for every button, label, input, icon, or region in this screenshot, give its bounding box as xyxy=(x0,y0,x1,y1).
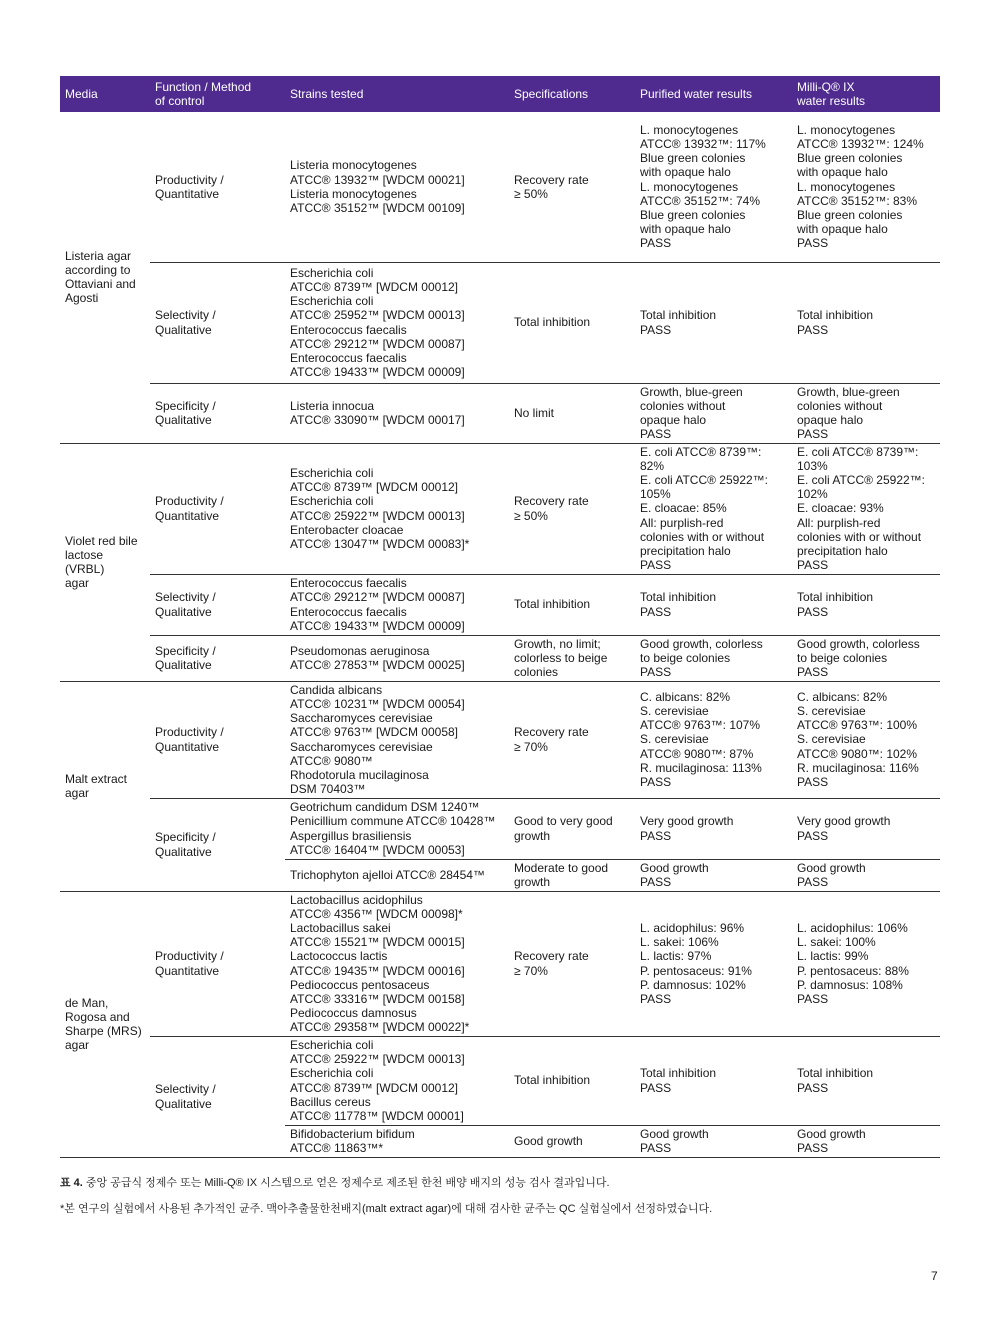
milliq-result-cell: Total inhibition PASS xyxy=(792,574,940,635)
media-cell: Violet red bile lactose (VRBL) agar xyxy=(60,443,150,681)
table-row xyxy=(60,383,940,443)
purified-result-cell: Good growth PASS xyxy=(635,1125,792,1157)
function-cell: Specificity / Qualitative xyxy=(150,798,285,891)
milliq-result-cell: Good growth PASS xyxy=(792,859,940,891)
strains-cell: Trichophyton ajelloi ATCC® 28454™ xyxy=(285,859,509,891)
table-row xyxy=(60,891,940,1036)
table-row xyxy=(60,635,940,681)
milliq-result-cell: Growth, blue-green colonies without opaque halo PASS xyxy=(792,383,940,443)
table-row xyxy=(60,681,940,798)
table-row xyxy=(60,112,940,262)
milliq-result-cell: Good growth, colorless to beige colonies PASS xyxy=(792,635,940,681)
strains-cell: Escherichia coli ATCC® 8739™ [WDCM 00012] Escherichia coli ATCC® 25922™ [WDCM 00013] Enterobacter cloacae ATCC® 13047™ [WDCM 00083]* xyxy=(285,443,509,574)
purified-result-cell: Good growth PASS xyxy=(635,859,792,891)
strains-cell: Lactobacillus acidophilus ATCC® 4356™ [WDCM 00098]* Lactobacillus sakei ATCC® 15521™ [WDCM 00015] Lactococcus lactis ATCC® 19435™ [WDCM 00016] Pediococcus pentosaceus ATCC® 33316™ [WDCM 00158] Pediococcus damnosus ATCC® 29358™ [WDCM 00022]* xyxy=(285,891,509,1036)
header-milliq-results: Milli-Q® IX water results xyxy=(792,76,940,112)
milliq-result-cell: E. coli ATCC® 8739™: 103% E. coli ATCC® 25922™: 102% E. cloacae: 93% All: purplish-red colonies with or without precipitation halo PASS xyxy=(792,443,940,574)
media-cell: Listeria agar according to Ottaviani and Agosti xyxy=(60,112,150,443)
table-row xyxy=(60,574,940,635)
function-cell: Productivity / Quantitative xyxy=(150,112,285,262)
media-cell: de Man, Rogosa and Sharpe (MRS) agar xyxy=(60,891,150,1157)
spec-cell: Total inhibition xyxy=(509,262,635,383)
table-header-row xyxy=(60,76,940,112)
function-cell: Productivity / Quantitative xyxy=(150,681,285,798)
strains-cell: Pseudomonas aeruginosa ATCC® 27853™ [WDCM 00025] xyxy=(285,635,509,681)
spec-cell: Recovery rate ≥ 50% xyxy=(509,112,635,262)
purified-result-cell: Very good growth PASS xyxy=(635,798,792,859)
milliq-result-cell: C. albicans: 82% S. cerevisiae ATCC® 9763™: 100% S. cerevisiae ATCC® 9080™: 102% R. mucilaginosa: 116% PASS xyxy=(792,681,940,798)
spec-cell: Moderate to good growth xyxy=(509,859,635,891)
strains-cell: Listeria innocua ATCC® 33090™ [WDCM 00017] xyxy=(285,383,509,443)
strains-cell: Escherichia coli ATCC® 25922™ [WDCM 00013] Escherichia coli ATCC® 8739™ [WDCM 00012] Bacillus cereus ATCC® 11778™ [WDCM 00001] xyxy=(285,1036,509,1125)
header-specifications: Specifications xyxy=(509,76,635,112)
table-row xyxy=(60,262,940,383)
header-media: Media xyxy=(60,76,150,112)
spec-cell: Total inhibition xyxy=(509,1036,635,1125)
purified-result-cell: Total inhibition PASS xyxy=(635,262,792,383)
purified-result-cell: Total inhibition PASS xyxy=(635,574,792,635)
milliq-result-cell: Total inhibition PASS xyxy=(792,262,940,383)
results-table-wrapper xyxy=(60,76,940,1158)
spec-cell: Recovery rate ≥ 50% xyxy=(509,443,635,574)
header-purified-results: Purified water results xyxy=(635,76,792,112)
strains-cell: Enterococcus faecalis ATCC® 29212™ [WDCM 00087] Enterococcus faecalis ATCC® 19433™ [WDCM 00009] xyxy=(285,574,509,635)
purified-result-cell: E. coli ATCC® 8739™: 82% E. coli ATCC® 25922™: 105% E. cloacae: 85% All: purplish-red colonies with or without precipitation halo PASS xyxy=(635,443,792,574)
function-cell: Specificity / Qualitative xyxy=(150,383,285,443)
table-caption xyxy=(60,1176,610,1190)
caption-text: 중앙 공급식 정제수 또는 Milli-Q® IX 시스템으로 얻은 정제수로 제조된 한천 배양 배지의 성능 검사 결과입니다. xyxy=(82,1177,610,1189)
purified-result-cell: Growth, blue-green colonies without opaque halo PASS xyxy=(635,383,792,443)
header-function: Function / Method of control xyxy=(150,76,285,112)
spec-cell: Recovery rate ≥ 70% xyxy=(509,681,635,798)
table-row xyxy=(60,1036,940,1125)
milliq-result-cell: Very good growth PASS xyxy=(792,798,940,859)
footnote: *본 연구의 실험에서 사용된 추가적인 균주. 맥아추출물한천배지(malt extract agar)에 대해 검사한 균주는 QC 실험실에서 선정하였습니다. xyxy=(60,1203,713,1215)
spec-cell: No limit xyxy=(509,383,635,443)
spec-cell: Growth, no limit; colorless to beige colonies xyxy=(509,635,635,681)
strains-cell: Candida albicans ATCC® 10231™ [WDCM 00054] Saccharomyces cerevisiae ATCC® 9763™ [WDCM 00058] Saccharomyces cerevisiae ATCC® 9080™ Rhodotorula mucilaginosa DSM 70403™ xyxy=(285,681,509,798)
spec-cell: Good growth xyxy=(509,1125,635,1157)
purified-result-cell: L. acidophilus: 96% L. sakei: 106% L. lactis: 97% P. pentosaceus: 91% P. damnosus: 102% PASS xyxy=(635,891,792,1036)
function-cell: Productivity / Quantitative xyxy=(150,443,285,574)
function-cell: Selectivity / Qualitative xyxy=(150,262,285,383)
header-strains: Strains tested xyxy=(285,76,509,112)
media-cell: Malt extract agar xyxy=(60,681,150,891)
table-row xyxy=(60,443,940,574)
strains-cell: Geotrichum candidum DSM 1240™ Penicillium commune ATCC® 10428™ Aspergillus brasiliensis ATCC® 16404™ [WDCM 00053] xyxy=(285,798,509,859)
function-cell: Selectivity / Qualitative xyxy=(150,574,285,635)
purified-result-cell: C. albicans: 82% S. cerevisiae ATCC® 9763™: 107% S. cerevisiae ATCC® 9080™: 87% R. mucilaginosa: 113% PASS xyxy=(635,681,792,798)
function-cell: Selectivity / Qualitative xyxy=(150,1036,285,1157)
strains-cell: Bifidobacterium bifidum ATCC® 11863™* xyxy=(285,1125,509,1157)
purified-result-cell: Total inhibition PASS xyxy=(635,1036,792,1125)
strains-cell: Escherichia coli ATCC® 8739™ [WDCM 00012] Escherichia coli ATCC® 25952™ [WDCM 00013] Enterococcus faecalis ATCC® 29212™ [WDCM 00087] Enterococcus faecalis ATCC® 19433™ [WDCM 00009] xyxy=(285,262,509,383)
purified-result-cell: L. monocytogenes ATCC® 13932™: 117% Blue green colonies with opaque halo L. monocytogenes ATCC® 35152™: 74% Blue green colonies with opaque halo PASS xyxy=(635,112,792,262)
purified-result-cell: Good growth, colorless to beige colonies PASS xyxy=(635,635,792,681)
strains-cell: Listeria monocytogenes ATCC® 13932™ [WDCM 00021] Listeria monocytogenes ATCC® 35152™ [WDCM 00109] xyxy=(285,112,509,262)
function-cell: Specificity / Qualitative xyxy=(150,635,285,681)
spec-cell: Good to very good growth xyxy=(509,798,635,859)
milliq-result-cell: L. monocytogenes ATCC® 13932™: 124% Blue green colonies with opaque halo L. monocytogenes ATCC® 35152™: 83% Blue green colonies with opaque halo PASS xyxy=(792,112,940,262)
results-table xyxy=(60,76,940,1158)
page-number: 7 xyxy=(931,1269,938,1283)
milliq-result-cell: L. acidophilus: 106% L. sakei: 100% L. lactis: 99% P. pentosaceus: 88% P. damnosus: 108% PASS xyxy=(792,891,940,1036)
table-row xyxy=(60,798,940,859)
milliq-result-cell: Good growth PASS xyxy=(792,1125,940,1157)
caption-label: 표 4. xyxy=(60,1177,83,1189)
milliq-result-cell: Total inhibition PASS xyxy=(792,1036,940,1125)
spec-cell: Recovery rate ≥ 70% xyxy=(509,891,635,1036)
function-cell: Productivity / Quantitative xyxy=(150,891,285,1036)
spec-cell: Total inhibition xyxy=(509,574,635,635)
